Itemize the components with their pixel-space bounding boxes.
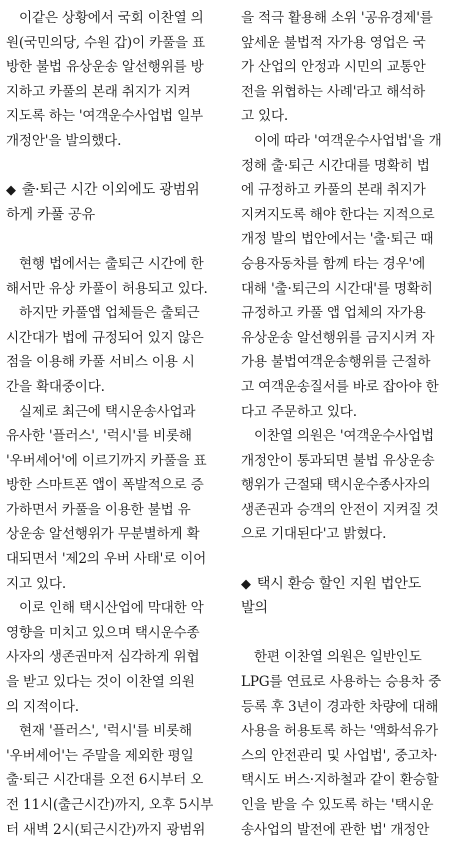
section-heading (241, 572, 466, 621)
text-line: 전 11시(출근시간)까지, 오후 5시부 (6, 797, 214, 813)
text-line: '우버셰어'에 이르기까지 카풀을 표 (6, 452, 207, 469)
text-line: '우버셰어'는 주말을 제외한 평일 (6, 747, 194, 764)
text-line: 사용을 허용토록 하는 '액화석유가 (241, 723, 438, 740)
right-column (241, 6, 466, 842)
text-line: 정해 출·퇴근 시간대를 명확히 법 (241, 157, 430, 174)
section-heading (6, 178, 232, 227)
text-line: 인을 받을 수 있도록 하는 '택시운 (241, 797, 434, 813)
left-column (6, 6, 232, 842)
text-line: 고 여객운송질서를 바로 잡아야 한 (241, 378, 439, 395)
text-line: 대되면서 '제2의 우버 사태'로 이어 (6, 551, 207, 568)
text-line: 하지만 카풀앱 업체들은 출퇴근 (19, 305, 200, 322)
text-line: 의 지적이다. (6, 698, 79, 715)
paragraph (6, 400, 232, 597)
text-line: 규정하고 카풀 앱 업체의 자가용 (241, 305, 426, 322)
heading-line: 하게 카풀 공유 (6, 206, 95, 223)
text-line: 현재 '플러스', '럭시'를 비롯해 (19, 723, 192, 740)
text-line: 실제로 최근에 택시운송사업과 (19, 403, 196, 420)
text-line: LPG를 연료로 사용하는 승용차 중 (241, 674, 442, 691)
paragraph (6, 252, 232, 301)
paragraph (241, 645, 466, 842)
heading-line: ◆ 출·퇴근 시간 이외에도 광범위 (6, 178, 232, 203)
text-line: 간을 확대중이다. (6, 378, 105, 395)
paragraph (6, 301, 232, 399)
text-line: 유상운송 알선행위를 금지시켜 자 (241, 329, 435, 346)
paragraph (241, 129, 466, 424)
text-line: 스의 안전관리 및 사업법', 중고차· (241, 747, 438, 764)
text-line: 다고 주문하고 있다. (241, 403, 357, 420)
text-line: 지켜지도록 해야 한다는 지적으로 (241, 206, 435, 223)
paragraph (6, 6, 232, 154)
text-line: 사자의 생존권마저 심각하게 위협 (6, 649, 200, 666)
text-line: 가 산업의 안정과 시민의 교통안 (241, 59, 426, 76)
text-line: 고 있다. (241, 108, 289, 125)
text-line: 이찬열 의원은 '여객운수사업법 (254, 428, 434, 445)
text-line: 으로 기대된다'고 밝혔다. (241, 526, 387, 543)
text-line: 대해 '출·퇴근의 시간대'를 명확히 (241, 280, 433, 297)
text-line: 을 적극 활용해 소위 '공유경제'를 (241, 10, 433, 26)
text-line: 생존권과 승객의 안전이 지켜질 것 (241, 501, 439, 518)
text-line: 지고 있다. (6, 575, 66, 592)
paragraph (6, 596, 232, 719)
text-line: 한편 이찬열 의원은 일반인도 (254, 649, 422, 666)
text-line: 방한 불법 유상운송 알선행위를 방 (6, 59, 204, 76)
text-line: 행위가 근절돼 택시운수종사자의 (241, 477, 431, 494)
text-line: 출·퇴근 시간대를 오전 6시부터 오 (6, 772, 204, 789)
paragraph (241, 424, 466, 547)
text-line: 에 규정하고 카풀의 본래 취지가 (241, 182, 426, 199)
text-line: 택시도 버스·지하철과 같이 환승할 (241, 772, 439, 789)
text-line: 을 받고 있다는 것이 이찬열 의원 (6, 674, 195, 691)
text-line: 승용자동차를 함께 타는 경우'에 (241, 255, 426, 272)
text-line: 해서만 유상 카풀이 허용되고 있다. (6, 280, 208, 297)
text-line: 이같은 상황에서 국회 이찬열 의 (19, 10, 204, 26)
text-line: 가하면서 카풀을 이용한 불법 유 (6, 501, 191, 518)
text-line: 지도록 하는 '여객운수사업법 일부 (6, 108, 203, 125)
text-line: 영향을 미치고 있으며 택시운수종 (6, 624, 200, 641)
text-line: 송사업의 발전에 관한 법' 개정안 (241, 821, 430, 838)
text-line: 개정 발의 법안에서는 '출·퇴근 때 (241, 231, 434, 248)
text-line: 유사한 '플러스', '럭시'를 비롯해 (6, 428, 192, 445)
text-line: 개정안'을 발의했다. (6, 132, 122, 149)
text-line: 개정안이 통과되면 불법 유상운송 (241, 452, 435, 469)
text-line: 지하고 카풀의 본래 취지가 지켜 (6, 83, 191, 100)
text-line: 상운송 알선행위가 무분별하게 확 (6, 526, 200, 543)
text-line: 등록 후 3년이 경과한 차량에 대해 (241, 698, 439, 715)
text-line: 터 새벽 2시(퇴근시간)까지 광범위 (6, 821, 206, 838)
heading-line: 발의 (241, 600, 268, 617)
text-line: 이에 따라 '여객운수사업법'을 개 (254, 132, 442, 149)
text-line: 전을 위협하는 사례'라고 해석하 (241, 83, 426, 100)
text-line: 원(국민의당, 수원 갑)이 카풀을 표 (6, 34, 205, 51)
heading-line: ◆ 택시 환승 할인 지원 법안도 (241, 572, 466, 597)
text-line: 앞세운 불법적 자가용 영업은 국 (241, 34, 426, 51)
text-line: 시간대가 법에 규정되어 있지 않은 (6, 329, 204, 346)
text-line: 이로 인해 택시산업에 막대한 악 (19, 600, 204, 617)
text-line: 점을 이용해 카풀 서비스 이용 시 (6, 354, 195, 371)
text-line: 가용 불법여객운송행위를 근절하 (241, 354, 431, 371)
paragraph (241, 6, 466, 129)
paragraph (6, 719, 232, 842)
text-line: 방한 스마트폰 앱이 폭발적으로 증 (6, 477, 204, 494)
text-line: 현행 법에서는 출퇴근 시간에 한 (19, 255, 204, 272)
